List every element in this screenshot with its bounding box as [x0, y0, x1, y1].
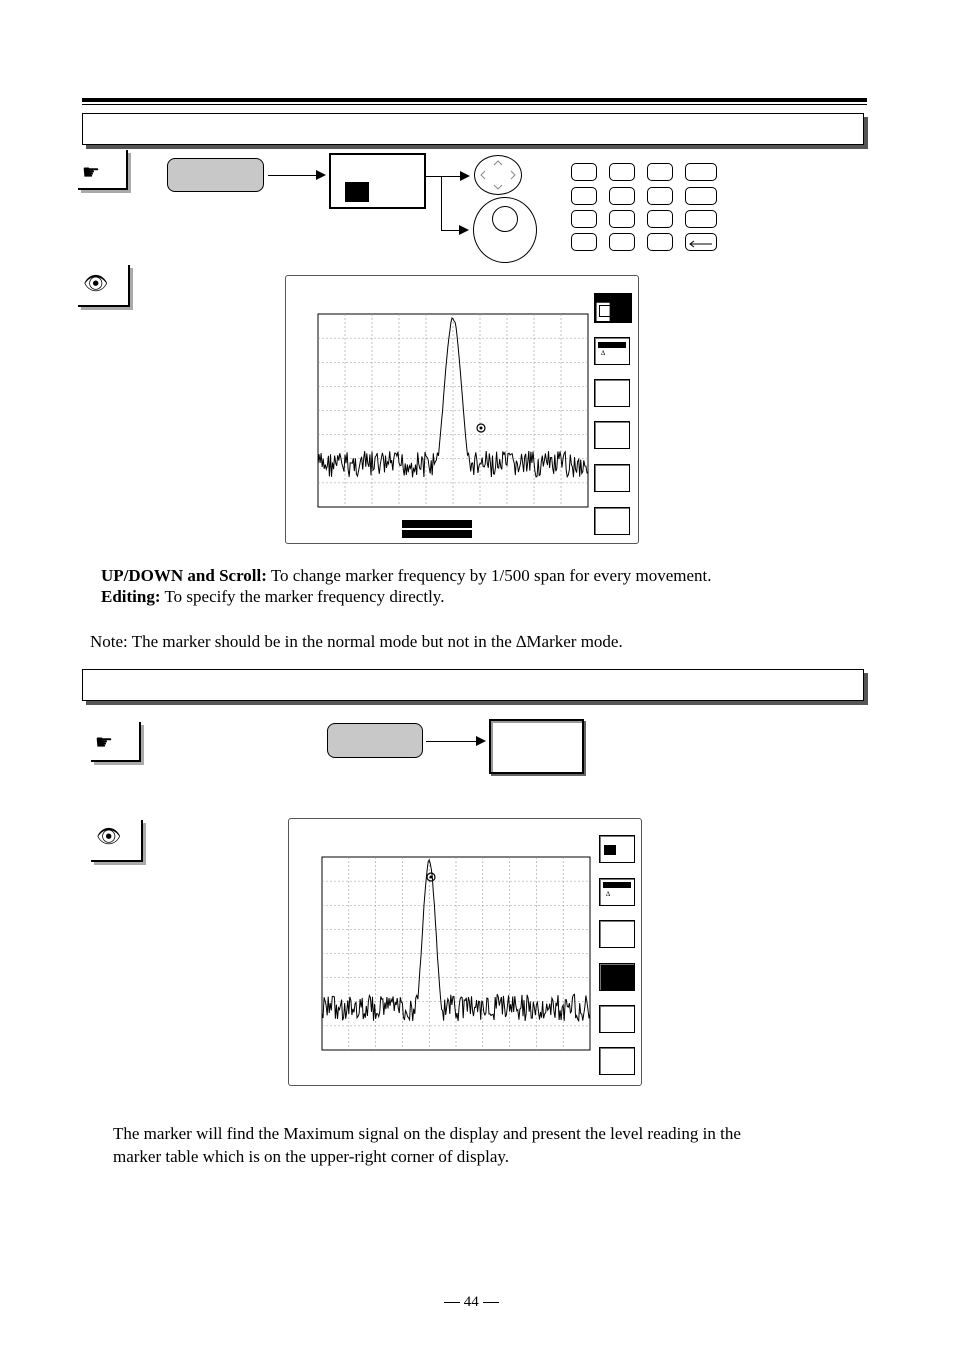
scroll-knob[interactable]: [473, 197, 537, 263]
softkey-5[interactable]: [599, 1005, 635, 1033]
arrow-head: [316, 170, 326, 180]
marker-key[interactable]: [167, 158, 264, 192]
peak-desc-line-2: marker table which is on the upper-right corner of display.: [113, 1147, 510, 1166]
peak-softkey[interactable]: [489, 719, 584, 774]
pointing-hand-icon: ☛: [82, 160, 100, 184]
analyzer-screen-2: [288, 818, 642, 1086]
enter-key[interactable]: [685, 233, 717, 251]
softkey-1[interactable]: [594, 293, 632, 323]
desc-label: UP/DOWN and Scroll:: [101, 566, 267, 585]
keypad-key[interactable]: [609, 163, 635, 181]
softkey-5[interactable]: [594, 464, 630, 492]
softkey-2[interactable]: [599, 878, 635, 906]
softkey-4[interactable]: [594, 421, 630, 449]
keypad-key[interactable]: [647, 163, 673, 181]
keypad-key[interactable]: [571, 233, 597, 251]
delta-symbol: ∆: [606, 890, 611, 898]
operation-icon-frame: [91, 722, 141, 762]
eye-icon: 👁: [96, 824, 122, 848]
desc-text: To specify the marker frequency directly.: [160, 587, 445, 606]
pointing-hand-icon: ☛: [95, 730, 113, 754]
arrow-head: [460, 171, 470, 181]
arrow-line: [424, 176, 460, 177]
keypad-key[interactable]: [647, 210, 673, 228]
display-icon-frame: [91, 820, 143, 862]
numeric-keypad: [571, 163, 721, 253]
keypad-key[interactable]: [609, 187, 635, 205]
softkey-3[interactable]: [594, 379, 630, 407]
desc-label: Editing:: [101, 587, 161, 606]
knob-grip-icon: [492, 206, 518, 232]
chevron-arrows-icon: [475, 156, 521, 194]
peak-search-key[interactable]: [327, 723, 423, 758]
softkey-4-selected[interactable]: [599, 963, 635, 991]
softkey-1[interactable]: [599, 835, 635, 863]
softkey-3[interactable]: [599, 920, 635, 948]
keypad-key[interactable]: [571, 187, 597, 205]
desc-line-editing: [101, 586, 444, 607]
analyzer-screen-1: [285, 275, 639, 544]
section-2-title-bar: [82, 669, 864, 701]
keypad-key[interactable]: [685, 210, 717, 228]
section-1-title-bar: [82, 113, 864, 145]
delta-symbol: ∆: [601, 349, 606, 357]
peak-desc-line-1: The marker will find the Maximum signal on the display and present the level reading in the: [113, 1124, 741, 1143]
enter-arrow-icon: [686, 234, 716, 250]
up-down-pad[interactable]: [474, 155, 522, 195]
keypad-key[interactable]: [571, 210, 597, 228]
spectrum-plot-2: [289, 819, 641, 1085]
arrow-line: [441, 230, 459, 231]
marker-active-indicator: [345, 182, 369, 202]
operation-icon-frame: [78, 150, 128, 190]
desc-text: To change marker frequency by 1/500 span for every movement.: [266, 566, 712, 585]
arrow-head: [476, 736, 486, 746]
eye-icon: 👁: [83, 271, 109, 295]
arrow-head: [459, 225, 469, 235]
keypad-key[interactable]: [609, 233, 635, 251]
softkey-6[interactable]: [594, 507, 630, 535]
keypad-key[interactable]: [609, 210, 635, 228]
note-text: Note: The marker should be in the normal mode but not in the ∆Marker mode.: [90, 632, 623, 651]
arrow-branch: [441, 176, 442, 230]
softkey-6[interactable]: [599, 1047, 635, 1075]
header-rule-thick: [82, 98, 867, 102]
keypad-key[interactable]: [685, 163, 717, 181]
arrow-line: [268, 175, 316, 176]
desc-line-updown: [101, 565, 712, 586]
arrow-line: [426, 741, 476, 742]
spectrum-plot-1: [286, 276, 638, 543]
keypad-key[interactable]: [685, 187, 717, 205]
keypad-key[interactable]: [647, 187, 673, 205]
display-icon-frame: [78, 265, 130, 307]
marker-softkey[interactable]: [329, 153, 426, 209]
softkey-2[interactable]: [594, 337, 630, 365]
keypad-key[interactable]: [647, 233, 673, 251]
keypad-key[interactable]: [571, 163, 597, 181]
page-number-block: [444, 1294, 499, 1311]
page-number: 44: [463, 1294, 479, 1310]
header-rule-thin: [82, 104, 867, 105]
